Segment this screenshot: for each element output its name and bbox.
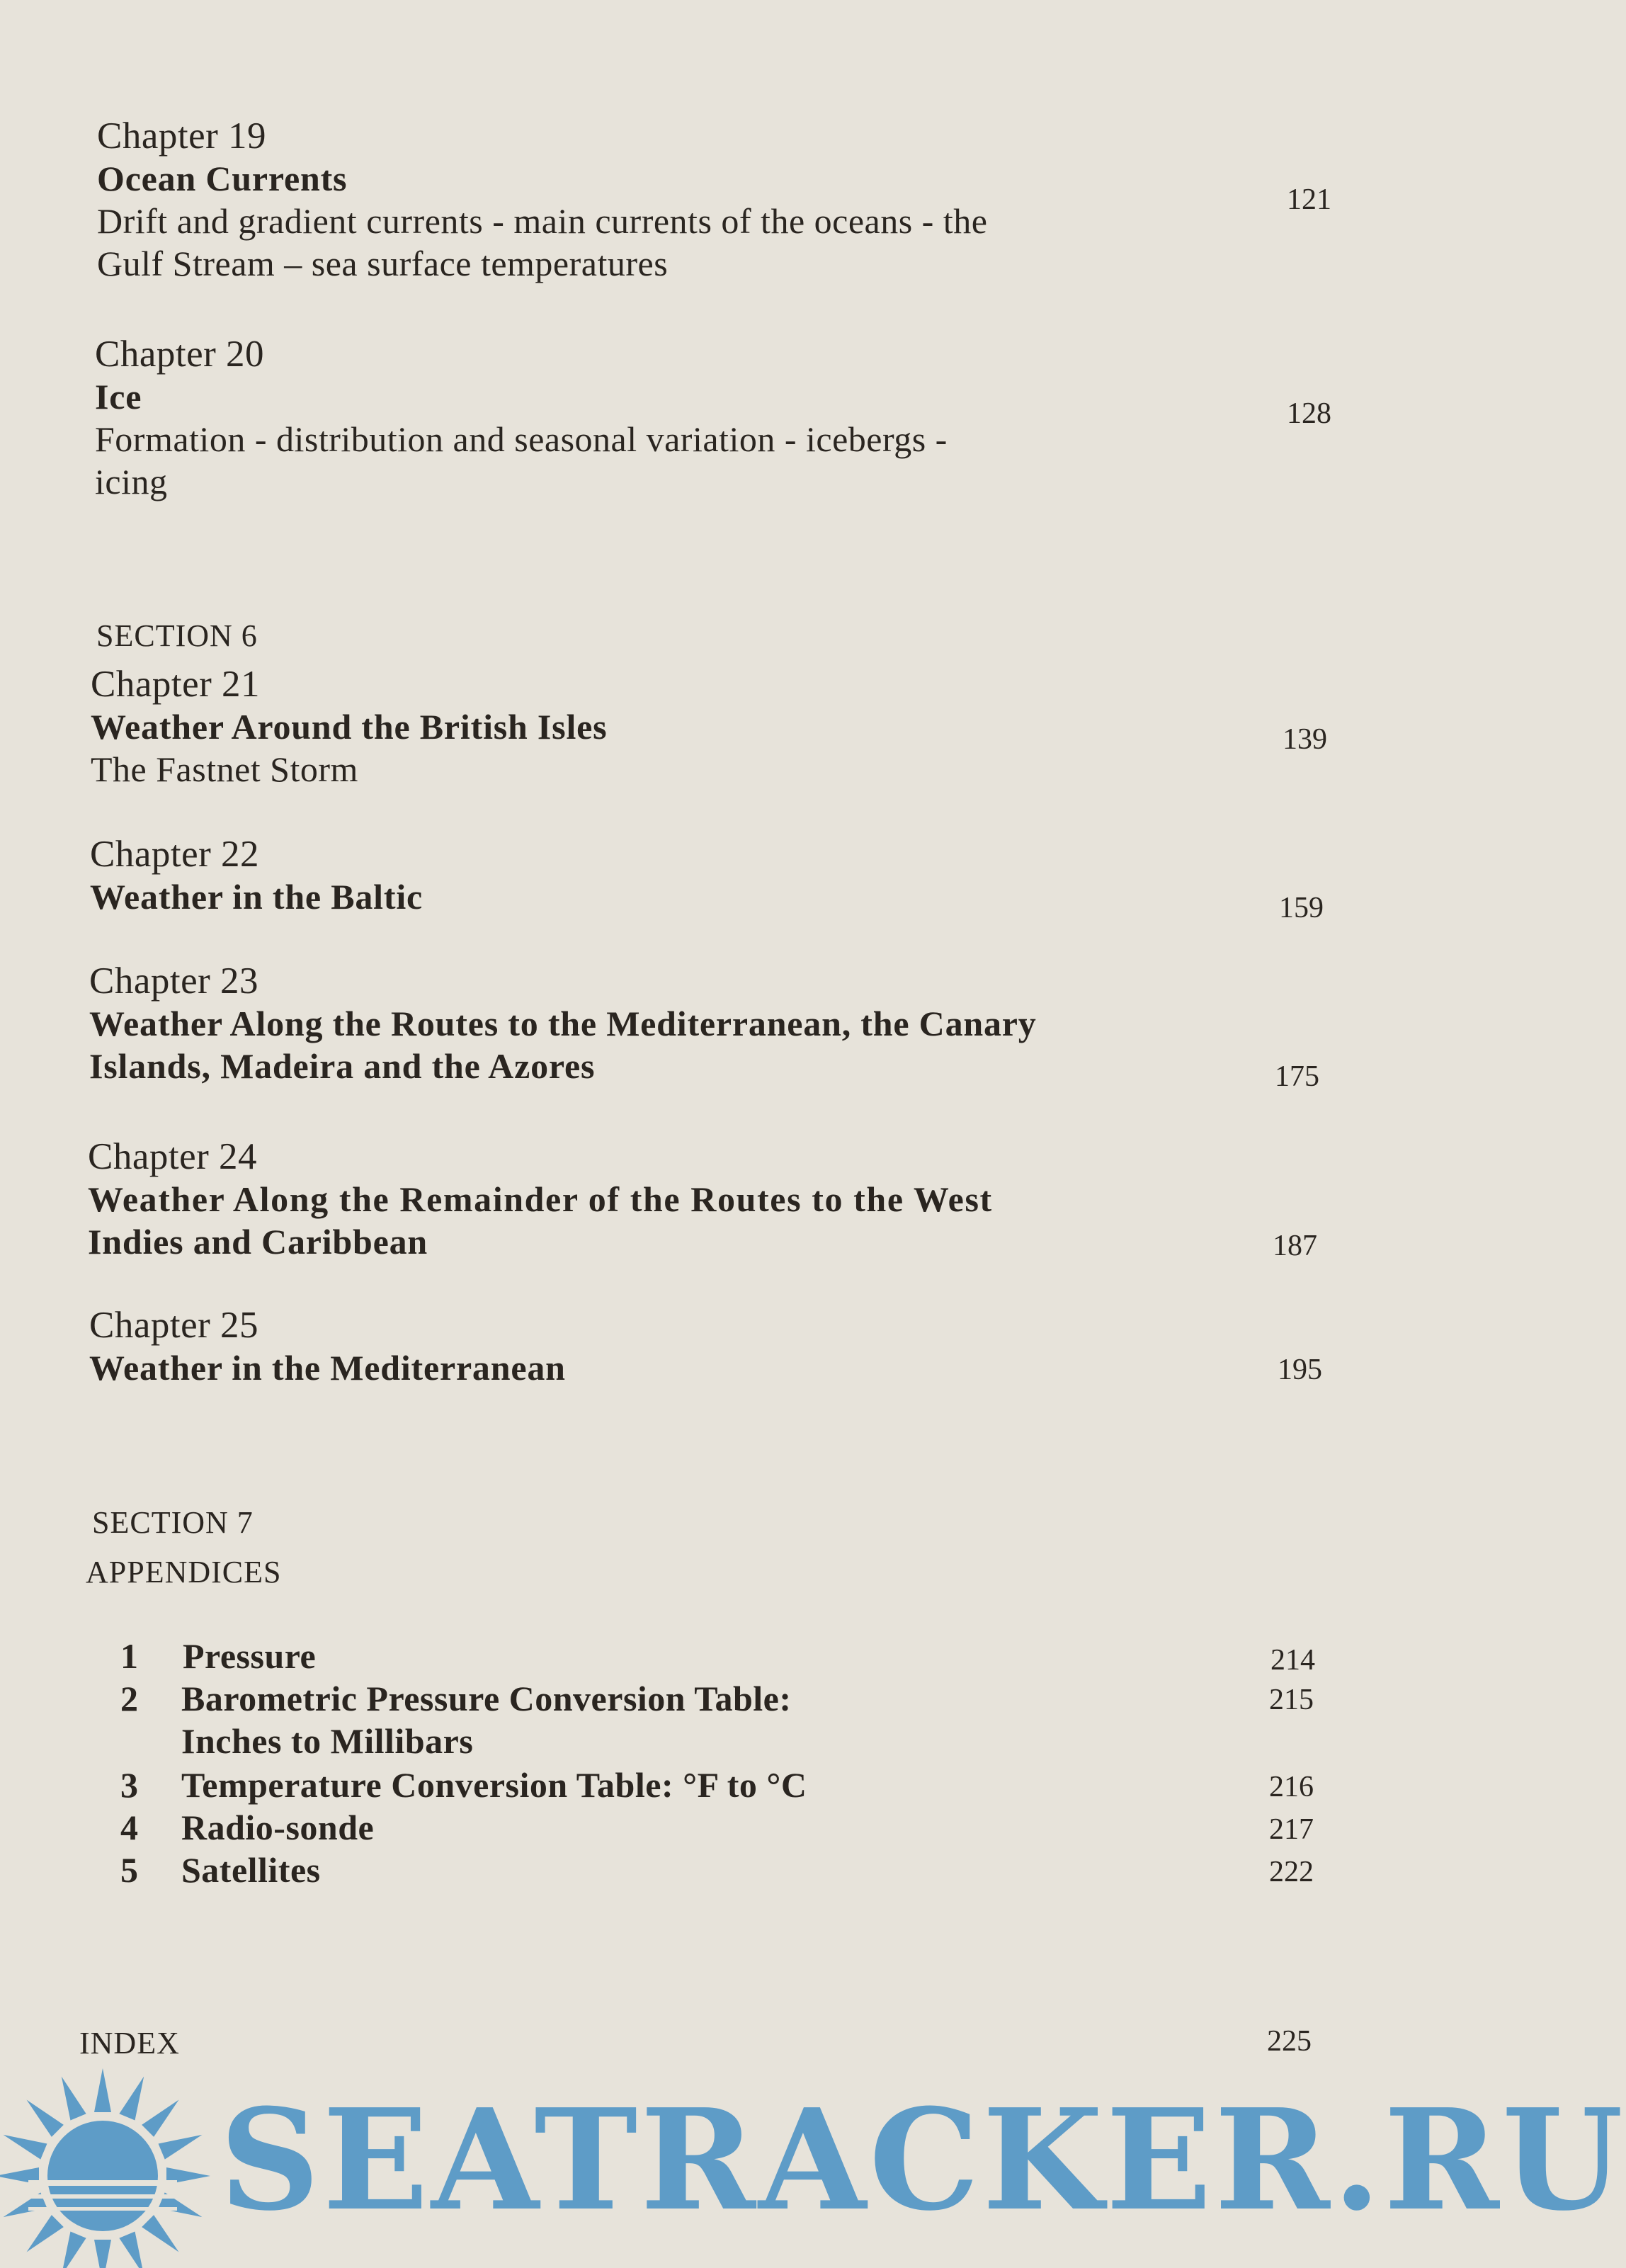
watermark-text: SEATRACKER.RU (220, 2079, 1626, 2242)
appendix-item (120, 1677, 1324, 1762)
page-number: 225 (1267, 2025, 1312, 2058)
chapter-19-entry (97, 115, 987, 285)
chapter-description: Formation - distribution and seasonal variation - icebergs - (95, 419, 948, 459)
sun-logo-icon (0, 2061, 212, 2268)
chapter-description: Drift and gradient currents - main currents of the oceans - the (97, 201, 988, 241)
section-7-heading: SECTION 7 (92, 1505, 254, 1540)
chapter-title: Ocean Currents (97, 159, 348, 198)
chapter-24-entry (88, 1135, 993, 1263)
chapter-20-entry (95, 333, 948, 503)
section-6-heading: SECTION 6 (96, 618, 258, 653)
chapter-21-entry (91, 663, 607, 790)
chapter-title: Weather Along the Remainder of the Routes to the West (88, 1179, 993, 1219)
chapter-title: Weather Around the British Isles (91, 707, 608, 747)
appendix-number: 2 (120, 1679, 138, 1718)
page-number: 217 (1269, 1813, 1314, 1846)
appendix-number: 5 (120, 1850, 138, 1890)
appendix-item (120, 1849, 1324, 1891)
appendix-number: 4 (120, 1808, 138, 1847)
appendices-heading: APPENDICES (86, 1555, 282, 1589)
chapter-22-entry (90, 833, 423, 918)
appendix-title: Temperature Conversion Table: °F to °C (181, 1765, 807, 1805)
page-number: 195 (1278, 1354, 1322, 1386)
appendix-number: 1 (120, 1636, 138, 1676)
chapter-label: Chapter 22 (90, 834, 260, 875)
chapter-title: Weather in the Mediterranean (89, 1348, 566, 1388)
page-number: 159 (1279, 892, 1324, 924)
page-number: 175 (1275, 1060, 1319, 1093)
appendix-title: Satellites (181, 1850, 321, 1890)
chapter-label: Chapter 21 (91, 664, 261, 705)
page-number: 128 (1287, 397, 1331, 430)
chapter-label: Chapter 19 (97, 115, 267, 157)
chapter-title: Islands, Madeira and the Azores (89, 1046, 596, 1086)
chapter-description: Gulf Stream – sea surface temperatures (97, 244, 669, 283)
appendix-title: Radio-sonde (181, 1808, 375, 1847)
chapter-25-entry (89, 1304, 566, 1389)
chapter-title: Weather Along the Routes to the Mediterranean, the Canary (89, 1004, 1037, 1043)
appendix-item (120, 1635, 1324, 1677)
chapter-label: Chapter 25 (89, 1305, 259, 1346)
page-number: 121 (1287, 183, 1331, 216)
appendix-number: 3 (120, 1765, 138, 1805)
appendix-item (120, 1764, 1324, 1806)
chapter-23-entry (89, 960, 1037, 1087)
chapter-description: The Fastnet Storm (91, 749, 358, 789)
chapter-label: Chapter 23 (89, 960, 259, 1002)
appendix-title: Pressure (183, 1636, 317, 1676)
page-number: 222 (1269, 1856, 1314, 1888)
page-number: 214 (1270, 1644, 1315, 1677)
appendix-title: Barometric Pressure Conversion Table: (181, 1679, 792, 1718)
index-heading: INDEX (79, 2026, 180, 2060)
chapter-label: Chapter 24 (88, 1136, 258, 1177)
chapter-description: icing (95, 462, 168, 501)
chapter-label: Chapter 20 (95, 334, 265, 375)
appendix-item (120, 1806, 1324, 1849)
page-number: 139 (1283, 723, 1327, 756)
appendix-title-continued: Inches to Millibars (181, 1721, 474, 1761)
chapter-title: Weather in the Baltic (90, 877, 423, 917)
page-number: 216 (1269, 1771, 1314, 1803)
chapter-title: Ice (95, 377, 142, 416)
page-number: 187 (1273, 1230, 1317, 1262)
page-number: 215 (1269, 1684, 1314, 1716)
watermark (0, 2061, 1626, 2268)
chapter-title: Indies and Caribbean (88, 1222, 428, 1261)
